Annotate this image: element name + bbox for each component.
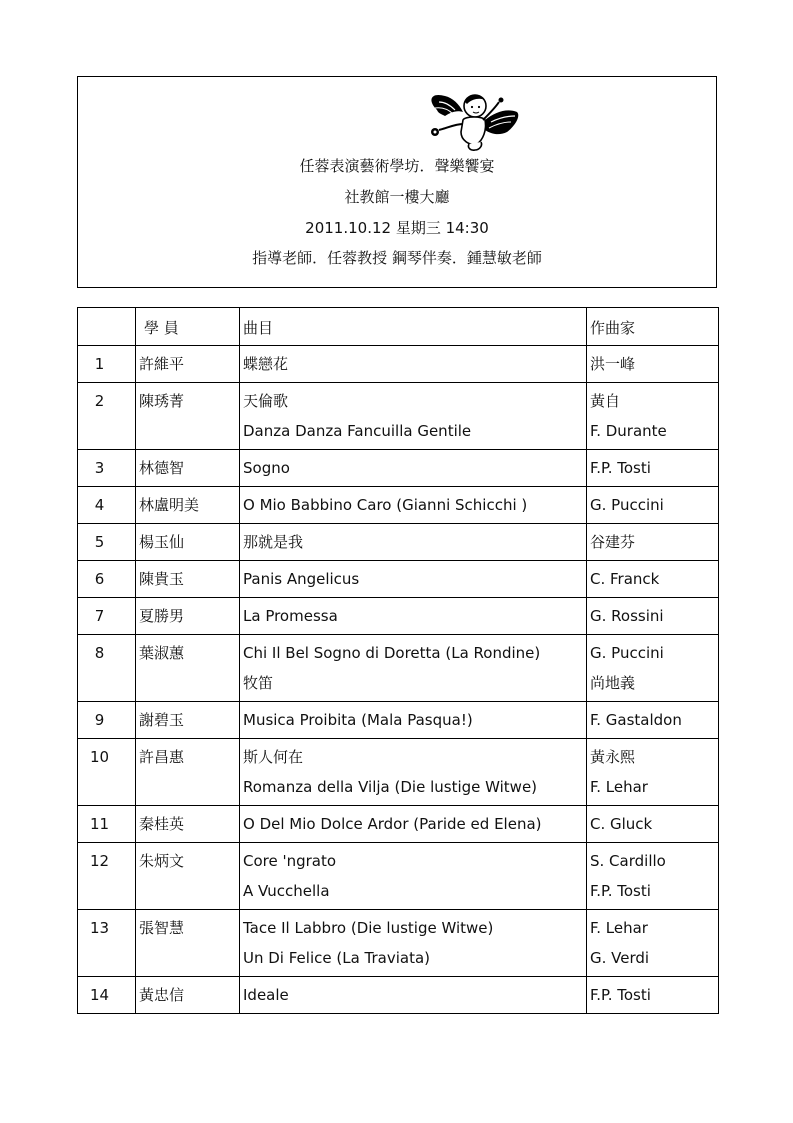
composer-name: G. Rossini bbox=[590, 607, 664, 625]
header-composer: 作曲家 bbox=[587, 308, 719, 346]
event-datetime: 2011.10.12 星期三 14:30 bbox=[305, 219, 489, 237]
event-faculty: 指導老師．任蓉教授 鋼琴伴奏．鍾慧敏老師 bbox=[252, 249, 542, 267]
performance-number: 10 bbox=[78, 739, 136, 806]
song-title: Romanza della Vilja (Die lustige Witwe) bbox=[243, 778, 538, 796]
song-title: 蝶戀花 bbox=[243, 355, 289, 373]
student-name: 朱炳文 bbox=[136, 843, 240, 910]
composer-name: 尚地義 bbox=[590, 674, 636, 692]
song-cell bbox=[240, 635, 587, 702]
song-title: 天倫歌 bbox=[243, 392, 289, 410]
song-cell bbox=[240, 450, 587, 487]
song-cell bbox=[240, 806, 587, 843]
student-name: 夏勝男 bbox=[136, 598, 240, 635]
cherub-icon bbox=[423, 90, 523, 152]
composer-name: 洪一峰 bbox=[590, 355, 636, 373]
student-name: 林盧明美 bbox=[136, 487, 240, 524]
student-name: 楊玉仙 bbox=[136, 524, 240, 561]
table-row bbox=[78, 910, 719, 977]
event-venue: 社教館一樓大廳 bbox=[344, 188, 450, 206]
song-title: O Del Mio Dolce Ardor (Paride ed Elena) bbox=[243, 815, 542, 833]
header-student: 學 員 bbox=[136, 308, 240, 346]
table-row bbox=[78, 598, 719, 635]
composer-cell bbox=[587, 450, 719, 487]
song-cell bbox=[240, 346, 587, 383]
table-row bbox=[78, 346, 719, 383]
performance-number: 2 bbox=[78, 383, 136, 450]
performance-number: 9 bbox=[78, 702, 136, 739]
event-title: 任蓉表演藝術學坊．聲樂饗宴 bbox=[299, 157, 495, 175]
song-cell bbox=[240, 598, 587, 635]
composer-cell bbox=[587, 383, 719, 450]
composer-name: F.P. Tosti bbox=[590, 882, 651, 900]
song-cell bbox=[240, 702, 587, 739]
table-row bbox=[78, 487, 719, 524]
song-title: Core 'ngrato bbox=[243, 852, 337, 870]
composer-name: C. Franck bbox=[590, 570, 660, 588]
song-cell bbox=[240, 843, 587, 910]
composer-cell bbox=[587, 346, 719, 383]
program-table-body bbox=[78, 308, 719, 1014]
table-row bbox=[78, 739, 719, 806]
composer-cell bbox=[587, 561, 719, 598]
song-cell bbox=[240, 524, 587, 561]
student-name: 許維平 bbox=[136, 346, 240, 383]
header-song: 曲目 bbox=[240, 308, 587, 346]
student-name: 林德智 bbox=[136, 450, 240, 487]
composer-cell bbox=[587, 702, 719, 739]
song-title: Sogno bbox=[243, 459, 290, 477]
student-name: 秦桂英 bbox=[136, 806, 240, 843]
performance-number: 12 bbox=[78, 843, 136, 910]
composer-name: F. Lehar bbox=[590, 778, 648, 796]
composer-cell bbox=[587, 739, 719, 806]
performance-number: 1 bbox=[78, 346, 136, 383]
student-name: 葉淑蕙 bbox=[136, 635, 240, 702]
composer-name: 谷建芬 bbox=[590, 533, 636, 551]
song-title: Panis Angelicus bbox=[243, 570, 360, 588]
performance-number: 8 bbox=[78, 635, 136, 702]
student-name: 謝碧玉 bbox=[136, 702, 240, 739]
student-name: 陳貴玉 bbox=[136, 561, 240, 598]
song-title: La Promessa bbox=[243, 607, 338, 625]
song-title: Un Di Felice (La Traviata) bbox=[243, 949, 431, 967]
composer-name: 黃自 bbox=[590, 392, 621, 410]
performance-number: 5 bbox=[78, 524, 136, 561]
song-cell bbox=[240, 739, 587, 806]
song-cell bbox=[240, 910, 587, 977]
song-cell bbox=[240, 487, 587, 524]
composer-cell bbox=[587, 635, 719, 702]
header-number bbox=[78, 308, 136, 346]
student-name: 黃忠信 bbox=[136, 977, 240, 1014]
composer-name: G. Puccini bbox=[590, 496, 664, 514]
song-title: Musica Proibita (Mala Pasqua!) bbox=[243, 711, 473, 729]
table-row bbox=[78, 524, 719, 561]
composer-cell bbox=[587, 524, 719, 561]
composer-name: F. Durante bbox=[590, 422, 667, 440]
composer-cell bbox=[587, 487, 719, 524]
performance-number: 13 bbox=[78, 910, 136, 977]
song-title: Ideale bbox=[243, 986, 289, 1004]
performance-number: 14 bbox=[78, 977, 136, 1014]
performance-number: 11 bbox=[78, 806, 136, 843]
composer-cell bbox=[587, 910, 719, 977]
composer-cell bbox=[587, 843, 719, 910]
student-name: 張智慧 bbox=[136, 910, 240, 977]
song-title: 那就是我 bbox=[243, 533, 304, 551]
song-title: Chi Il Bel Sogno di Doretta (La Rondine) bbox=[243, 644, 541, 662]
song-title: 斯人何在 bbox=[243, 748, 304, 766]
student-name: 陳琇菁 bbox=[136, 383, 240, 450]
table-row bbox=[78, 843, 719, 910]
composer-name: C. Gluck bbox=[590, 815, 653, 833]
table-row bbox=[78, 383, 719, 450]
program-table bbox=[77, 307, 719, 1014]
composer-name: F. Gastaldon bbox=[590, 711, 682, 729]
performance-number: 6 bbox=[78, 561, 136, 598]
table-row bbox=[78, 977, 719, 1014]
table-row bbox=[78, 806, 719, 843]
performance-number: 4 bbox=[78, 487, 136, 524]
performance-number: 7 bbox=[78, 598, 136, 635]
composer-name: G. Verdi bbox=[590, 949, 650, 967]
student-name: 許昌惠 bbox=[136, 739, 240, 806]
song-title: A Vucchella bbox=[243, 882, 330, 900]
song-cell bbox=[240, 383, 587, 450]
song-title: Tace Il Labbro (Die lustige Witwe) bbox=[243, 919, 494, 937]
composer-name: F.P. Tosti bbox=[590, 459, 651, 477]
composer-cell bbox=[587, 598, 719, 635]
table-row bbox=[78, 450, 719, 487]
table-row bbox=[78, 635, 719, 702]
song-cell bbox=[240, 561, 587, 598]
composer-name: F.P. Tosti bbox=[590, 986, 651, 1004]
table-header-row bbox=[78, 308, 719, 346]
composer-name: F. Lehar bbox=[590, 919, 648, 937]
song-title: 牧笛 bbox=[243, 674, 274, 692]
table-row bbox=[78, 561, 719, 598]
composer-cell bbox=[587, 977, 719, 1014]
composer-name: G. Puccini bbox=[590, 644, 664, 662]
composer-name: S. Cardillo bbox=[590, 852, 666, 870]
composer-name: 黃永熙 bbox=[590, 748, 636, 766]
concert-header bbox=[77, 76, 717, 288]
table-row bbox=[78, 702, 719, 739]
composer-cell bbox=[587, 806, 719, 843]
song-title: O Mio Babbino Caro (Gianni Schicchi ) bbox=[243, 496, 528, 514]
song-cell bbox=[240, 977, 587, 1014]
song-title: Danza Danza Fancuilla Gentile bbox=[243, 422, 472, 440]
performance-number: 3 bbox=[78, 450, 136, 487]
